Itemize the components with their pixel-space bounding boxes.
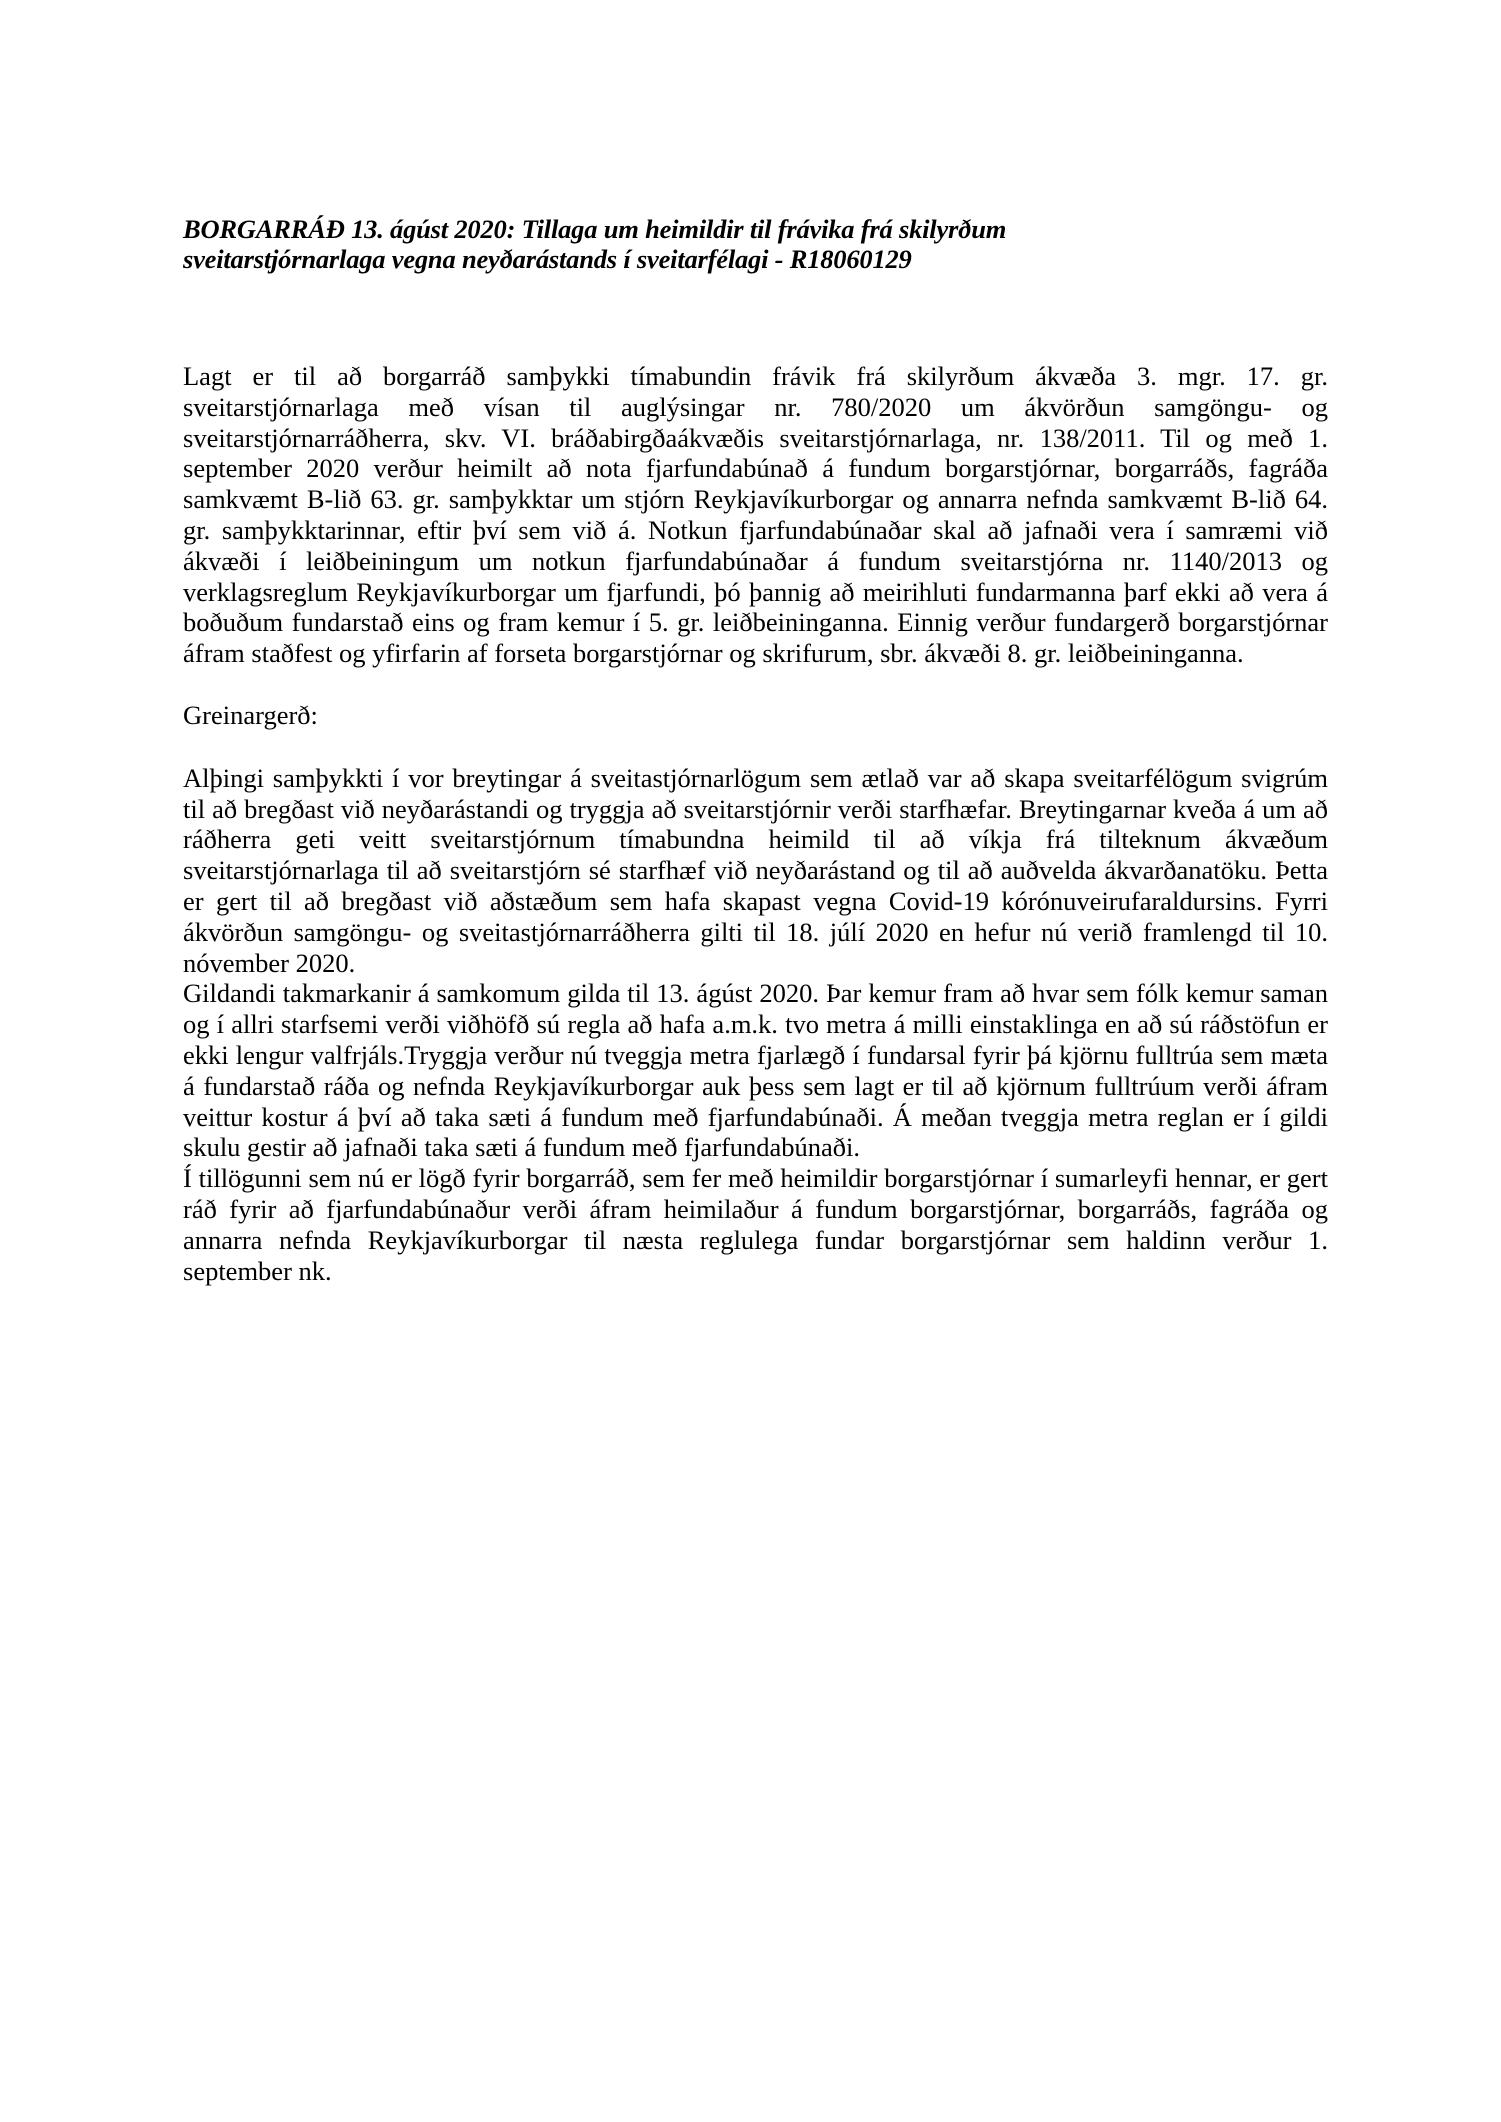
explanation-heading: Greinargerð: — [183, 699, 318, 730]
explanation-paragraph-2: Gildandi takmarkanir á samkomum gilda til 13. ágúst 2020. Þar kemur fram að hvar sem fólk kemur saman og í allri starfsemi verði viðhöfð sú regla að hafa a.m.k. tvo metra á milli einstaklinga en að sú ráðstöfun er ekki lengur valfrjáls.Tryggja verður nú tveggja metra fjarlægð í fundarsal fyrir þá kjörnu fulltrúa sem mæta á fundarstað ráða og nefnda Reykjavíkurborgar auk þess sem lagt er til að kjörnum fulltrúum verði áfram veittur kostur á því að taka sæti á fundum með fjarfundabúnaði. Á meðan tveggja metra reglan er í gildi skulu gestir að jafnaði taka sæti á fundum með fjarfundabúnaði. — [183, 978, 1328, 1163]
explanation-paragraph-3: Í tillögunni sem nú er lögð fyrir borgarráð, sem fer með heimildir borgarstjórnar í sumarleyfi hennar, er gert ráð fyrir að fjarfundabúnaður verði áfram heimilaður á fundum borgarstjórnar, borgarráðs, fagráða og annarra nefnda Reykjavíkurborgar til næsta reglulega fundar borgarstjórnar sem haldinn verður 1. september nk. — [183, 1163, 1328, 1286]
proposal-paragraph: Lagt er til að borgarráð samþykki tímabundin frávik frá skilyrðum ákvæða 3. mgr. 17. gr. sveitarstjórnarlaga með vísan til auglýsingar nr. 780/2020 um ákvörðun samgöngu- og sveitarstjórnarráðherra, skv. VI. bráðabirgðaákvæðis sveitarstjórnarlaga, nr. 138/2011. Til og með 1. september 2020 verður heimilt að nota fjarfundabúnað á fundum borgarstjórnar, borgarráðs, fagráða samkvæmt B-lið 63. gr. samþykktar um stjórn Reykjavíkurborgar og annarra nefnda samkvæmt B-lið 64. gr. samþykktarinnar, eftir því sem við á. Notkun fjarfundabúnaðar skal að jafnaði vera í samræmi við ákvæði í leiðbeiningum um notkun fjarfundabúnaðar á fundum sveitarstjórna nr. 1140/2013 og verklagsreglum Reykjavíkurborgar um fjarfundi, þó þannig að meirihluti fundarmanna þarf ekki að vera á boðuðum fundarstað eins og fram kemur í 5. gr. leiðbeininganna. Einnig verður fundargerð borgarstjórnar áfram staðfest og yfirfarin af forseta borgarstjórnar og skrifurum, sbr. ákvæði 8. gr. leiðbeininganna. — [183, 361, 1328, 669]
explanation-paragraph-1: Alþingi samþykkti í vor breytingar á sveitastjórnarlögum sem ætlað var að skapa sveitarfélögum svigrúm til að bregðast við neyðarástandi og tryggja að sveitarstjórnir verði starfhæfar. Breytingarnar kveða á um að ráðherra geti veitt sveitarstjórnum tímabundna heimild til að víkja frá tilteknum ákvæðum sveitarstjórnarlaga til að sveitarstjórn sé starfhæf við neyðarástand og til að auðvelda ákvarðanatöku. Þetta er gert til að bregðast við aðstæðum sem hafa skapast vegna Covid-19 kórónuveirufaraldursins. Fyrri ákvörðun samgöngu- og sveitastjórnarráðherra gilti til 18. júlí 2020 en hefur nú verið framlengd til 10. nóvember 2020. — [183, 762, 1328, 978]
document-body — [183, 214, 1328, 1286]
document-title — [183, 214, 1328, 274]
document-title-line-2: sveitarstjórnarlaga vegna neyðarástands í sveitarfélagi - R18060129 — [183, 244, 912, 274]
document-title-line-1: BORGARRÁÐ 13. ágúst 2020: Tillaga um heimildir til frávika frá skilyrðum — [183, 214, 1007, 244]
